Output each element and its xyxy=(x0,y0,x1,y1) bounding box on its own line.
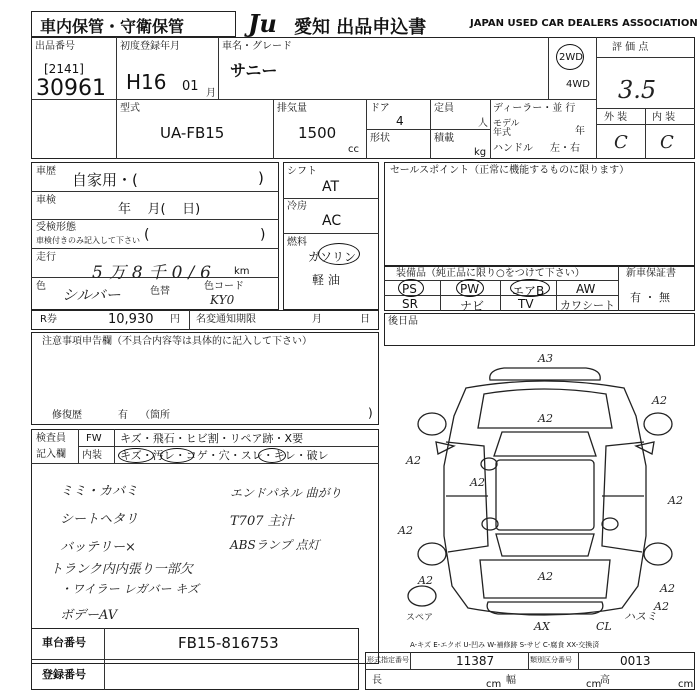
capacity-unit: 人 xyxy=(478,118,488,129)
registration-month-unit: 月 xyxy=(206,88,216,99)
shift-label: シフト xyxy=(287,166,317,177)
model-cert-value: 11387 xyxy=(456,654,495,668)
capacity-label: 定員 xyxy=(434,103,454,114)
warranty-label: 新車保証書 xyxy=(626,268,676,279)
note-3: バッテリー× xyxy=(60,540,136,555)
chassis-label: 車台番号 xyxy=(42,636,86,649)
shape-label: 形状 xyxy=(370,133,390,144)
grade-value: 3.5 xyxy=(618,76,657,104)
history-close: ) xyxy=(258,169,264,187)
recycle-value: 10,930 xyxy=(108,312,154,327)
aircon-value: AC xyxy=(322,213,342,229)
repair-close: ) xyxy=(368,406,373,420)
dealer-label: ディーラー・並 行 xyxy=(493,103,576,114)
diagram-mark-left-front: A2 xyxy=(406,454,421,467)
type-value: UA-FB15 xyxy=(160,124,225,142)
model-cert-label: 形式指定番号 xyxy=(367,656,409,664)
note-8: T707 主汁 xyxy=(230,514,294,529)
scratch-circle-mark xyxy=(118,448,154,463)
acceptance-label: 受検形態 xyxy=(36,222,76,233)
load-unit: kg xyxy=(474,147,487,158)
diagram-mark-ax: AX xyxy=(534,620,550,633)
length-label: 長 xyxy=(372,675,382,686)
diagram-mark-a3: A3 xyxy=(538,352,553,365)
length-unit: cm xyxy=(486,679,502,690)
diagram-spare-label: スペア xyxy=(406,613,434,623)
notes-label: 注意事項申告欄（不具合内容等は具体的に記入して下さい） xyxy=(42,336,312,347)
height-unit: cm xyxy=(678,679,694,690)
notice-deadline-label: 名変通知期限 xyxy=(196,314,256,325)
lot-number: 30961 xyxy=(36,76,106,101)
width-label: 幅 xyxy=(506,675,516,686)
note-5: ・ワイラー レガバー キズ xyxy=(60,582,200,596)
width-unit: cm xyxy=(586,679,602,690)
repair-label: 修復歴 xyxy=(52,410,82,421)
interior-check-label: 内装 xyxy=(82,450,102,461)
registration-label: 初度登録年月 xyxy=(120,41,180,52)
rear-seat-label: 後日品 xyxy=(388,316,418,327)
pw-circle-mark xyxy=(456,279,484,297)
exterior-grade: C xyxy=(614,132,628,153)
notice-day: 日 xyxy=(360,314,370,325)
mileage-unit: km xyxy=(234,266,250,277)
diagram-mark-right-rear: A2 xyxy=(660,582,675,595)
rear-seat-box xyxy=(384,313,695,346)
doors-value: 4 xyxy=(396,114,404,128)
displacement-label: 排気量 xyxy=(277,103,307,114)
note-9: ABSランプ 点灯 xyxy=(230,538,320,552)
color-code-label: 色コード xyxy=(204,281,244,292)
equipment-leather-seat: カワシート xyxy=(560,299,615,312)
note-1: ミミ・カバミ xyxy=(60,484,139,499)
registration-month: 01 xyxy=(182,79,199,94)
diagram-mark-hood: A2 xyxy=(538,412,553,425)
airbag-circle-mark xyxy=(510,279,550,297)
drive-2wd: 2WD xyxy=(559,52,583,63)
history-label: 車歴 xyxy=(36,166,56,177)
inspection-label: 車検 xyxy=(36,195,56,206)
recycle-label: R券 xyxy=(40,314,57,325)
doors-label: ドア xyxy=(370,103,390,114)
interior-check-text: キズ・汚レ・コゲ・穴・スレ・キレ・破レ xyxy=(120,449,329,462)
inspector-label-1: 検査員 xyxy=(36,433,66,444)
equipment-aw: AW xyxy=(576,282,596,296)
diagram-mark-hasumi: ハスミ xyxy=(624,610,657,623)
car-diagram xyxy=(384,346,695,636)
warranty-options: 有 ・ 無 xyxy=(630,291,670,304)
color-change-label: 色替 xyxy=(150,286,170,297)
notice-month: 月 xyxy=(312,314,322,325)
equipment-label: 装備品（純正品に限り○をつけて下さい） xyxy=(396,268,585,279)
lot-label: 出品番号 xyxy=(35,41,75,52)
equipment-ps: PS xyxy=(402,282,417,296)
diagram-mark-right-door: A2 xyxy=(668,494,683,507)
shift-value: AT xyxy=(322,179,340,195)
fuel-diesel: 軽 油 xyxy=(312,273,340,287)
mileage-label: 走行 xyxy=(36,252,56,263)
diagram-mark-left-rear: A2 xyxy=(398,524,413,537)
load-label: 積載 xyxy=(434,133,454,144)
diagram-mark-cl: CL xyxy=(596,620,612,633)
type-label: 型式 xyxy=(120,103,140,114)
note-4: トランク内内張り一部欠 xyxy=(50,562,193,577)
ps-circle-mark xyxy=(398,279,424,297)
acceptance-close: ) xyxy=(260,227,266,243)
exterior-label: 外 装 xyxy=(604,112,628,123)
history-value: 自家用・( xyxy=(72,171,138,189)
equipment-tv: TV xyxy=(518,297,534,311)
interior-grade: C xyxy=(660,132,674,153)
reg-number-label: 登録番号 xyxy=(42,668,86,681)
form-title: 愛知 出品申込書 xyxy=(294,17,427,38)
fuel-label: 燃料 xyxy=(287,237,307,248)
grade-label: 評 価 点 xyxy=(612,42,649,53)
equipment-sr: SR xyxy=(402,297,418,311)
fuel-gasoline: ガソリン xyxy=(308,250,357,264)
acceptance-note: 車検付きのみ記入して下さい xyxy=(36,236,140,245)
interior-label: 内 装 xyxy=(652,112,676,123)
diagram-mark-left-door: A2 xyxy=(470,476,485,489)
sales-point-box xyxy=(384,162,695,266)
diagram-mark-spare: A2 xyxy=(418,574,433,587)
drive-4wd: 4WD xyxy=(566,79,590,90)
model-year-unit: 年 xyxy=(575,126,585,137)
displacement-unit: cc xyxy=(348,144,359,155)
acceptance-open: ( xyxy=(144,227,150,243)
displacement-value: 1500 xyxy=(298,124,337,142)
handle-label: ハンドル xyxy=(493,143,533,154)
color-label: 色 xyxy=(36,281,46,292)
association-name: JAPAN USED CAR DEALERS ASSOCIATION xyxy=(470,18,698,29)
recycle-unit: 円 xyxy=(170,314,180,325)
storage-title: 車内保管・守衛保管 xyxy=(40,17,185,36)
repair-place: （箇所 xyxy=(140,410,170,421)
fw-label: FW xyxy=(86,433,102,444)
ju-logo: Ju xyxy=(248,9,277,38)
fw-text: キズ・飛石・ヒビ割・リペア跡・X要 xyxy=(120,432,304,445)
chassis-number: FB15-816753 xyxy=(178,634,279,652)
sales-point-label: セールスポイント（正常に機能するものに限ります） xyxy=(390,165,630,176)
equipment-pw: PW xyxy=(460,282,480,296)
stain-circle-mark xyxy=(160,448,194,463)
note-6: ボデーAV xyxy=(60,608,118,623)
car-name: サニー xyxy=(230,61,278,80)
diagram-mark-trunk: A2 xyxy=(538,570,553,583)
inspector-label-2: 記入欄 xyxy=(36,449,66,460)
aircon-label: 冷房 xyxy=(287,201,307,212)
car-name-label: 車名・グレード xyxy=(222,41,292,52)
diagram-mark-fr-right: A2 xyxy=(652,394,667,407)
mileage-value: 5万8千0/6 xyxy=(92,263,217,283)
wear-circle-mark xyxy=(258,448,286,463)
equipment-airbag: エアB xyxy=(512,284,545,298)
note-2: シートヘタリ xyxy=(60,512,139,527)
color-code: KY0 xyxy=(210,293,235,307)
handle-options: 左・右 xyxy=(550,143,580,154)
color-value: シルバー xyxy=(62,286,121,304)
note-7: エンドパネル 曲がり xyxy=(230,486,342,500)
class-cert-label: 類別区分番号 xyxy=(530,656,572,664)
lot-sub-number: [2141] xyxy=(44,62,84,76)
model-year-label: モデル 年式 xyxy=(493,119,520,138)
registration-era-year: H16 xyxy=(126,70,167,94)
repair-value: 有 xyxy=(118,410,128,421)
diagram-legend: A-キズ E-エクボ U-凹み W-補修跡 S-サビ C-腐食 XX-交換済 xyxy=(410,641,600,649)
inspection-value: 年 月( 日) xyxy=(118,202,201,217)
class-cert-value: 0013 xyxy=(620,654,651,668)
height-label: 高 xyxy=(600,675,610,686)
diagram-mark-rear-right: A2 xyxy=(654,600,669,613)
equipment-navi: ナビ xyxy=(460,299,485,313)
